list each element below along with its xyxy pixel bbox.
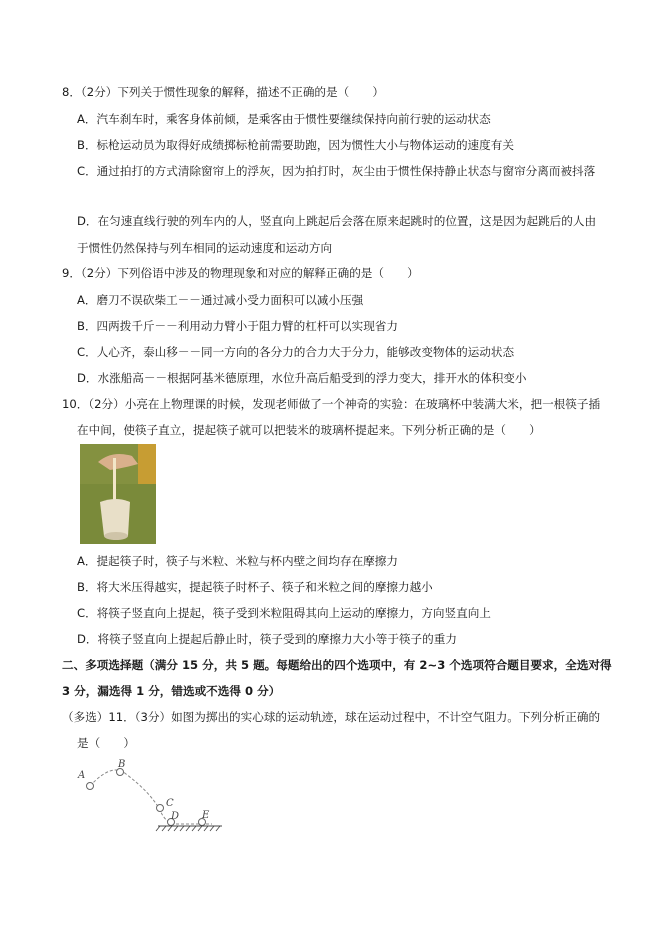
q10-option-a: A．提起筷子时，筷子与米粒、米粒与杯内壁之间均存在摩擦力 (77, 554, 398, 568)
q8-stem: 8．（2分）下列关于惯性现象的解释，描述不正确的是（ ） (62, 85, 384, 99)
q9-stem: 9．（2分）下列俗语中涉及的物理现象和对应的解释正确的是（ ） (62, 266, 419, 280)
q8-option-a: A．汽车刹车时，乘客身体前倾，是乘客由于惯性要继续保持向前行驶的运动状态 (77, 112, 491, 126)
q8-option-d: D．在匀速直线行驶的列车内的人，竖直向上跳起后会落在原来起跳时的位置，这是因为起跳后的人由 (77, 214, 597, 228)
section2-title: 二、多项选择题（满分 15 分，共 5 题。每题给出的四个选项中，有 2~3 个选项符合题目要求，全选对得 (62, 658, 612, 672)
label-b: B (118, 759, 126, 770)
chopstick-rice-cup-photo (80, 444, 156, 544)
label-c: C (166, 798, 174, 809)
q9-option-b: B．四两拨千斤－－利用动力臂小于阻力臂的杠杆可以实现省力 (77, 319, 398, 333)
q11-stem: （多选）11．（3分）如图为掷出的实心球的运动轨迹，球在运动过程中，不计空气阻力。下列分析正确的 (62, 710, 601, 724)
q8-option-d-cont: 于惯性仍然保持与列车相同的运动速度和运动方向 (77, 241, 333, 255)
q9-option-a: A．磨刀不误砍柴工－－通过减小受力面积可以减小压强 (77, 293, 364, 307)
q9-option-d: D．水涨船高－－根据阿基米德原理，水位升高后船受到的浮力变大，排开水的体积变小 (77, 371, 527, 385)
section2-title-cont: 3 分，漏选得 1 分，错选或不选得 0 分） (62, 684, 281, 698)
q10-option-c: C．将筷子竖直向上提起，筷子受到米粒阻碍其向上运动的摩擦力，方向竖直向上 (77, 606, 491, 620)
q10-stem: 10．（2分）小亮在上物理课的时候，发现老师做了一个神奇的实验：在玻璃杯中装满大米，把一根筷子插 (62, 397, 601, 411)
q8-option-b: B．标枪运动员为取得好成绩掷标枪前需要助跑，因为惯性大小与物体运动的速度有关 (77, 138, 514, 152)
q11-stem-cont: 是（ ） (77, 736, 135, 750)
q9-option-c: C．人心齐，泰山移－－同一方向的各分力的合力大于分力，能够改变物体的运动状态 (77, 345, 515, 359)
q10-stem-cont: 在中间，使筷子直立，提起筷子就可以把装米的玻璃杯提起来。下列分析正确的是（ ） (77, 423, 541, 437)
ball-trajectory-diagram (72, 758, 232, 838)
q10-option-b: B．将大米压得越实，提起筷子时杯子、筷子和米粒之间的摩擦力越小 (77, 580, 433, 594)
label-e: E (202, 810, 210, 821)
label-d: D (171, 811, 180, 822)
q10-option-d: D．将筷子竖直向上提起后静止时，筷子受到的摩擦力大小等于筷子的重力 (77, 632, 457, 646)
q8-option-c: C．通过拍打的方式清除窗帘上的浮灰，因为拍打时，灰尘由于惯性保持静止状态与窗帘分离而被抖落 (77, 164, 596, 178)
label-a: A (78, 770, 86, 781)
